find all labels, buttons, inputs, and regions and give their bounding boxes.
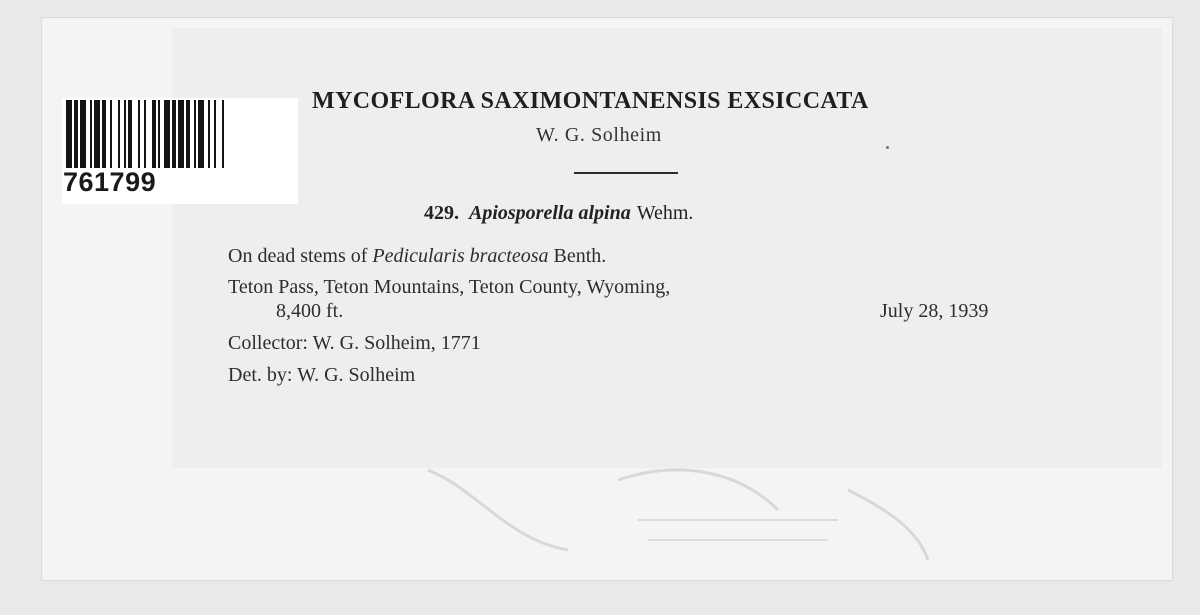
barcode-bar — [208, 100, 210, 168]
barcode-bar — [110, 100, 112, 168]
barcode-graphic — [64, 100, 296, 170]
barcode-bar — [144, 100, 146, 168]
barcode-bar — [66, 100, 72, 168]
barcode-bar — [94, 100, 100, 168]
barcode-bar — [198, 100, 204, 168]
barcode-bar — [172, 100, 176, 168]
barcode-bar — [80, 100, 86, 168]
barcode-bar — [128, 100, 132, 168]
barcode-bar — [214, 100, 216, 168]
paper-speck — [886, 146, 889, 149]
determiner-line: Det. by: W. G. Solheim — [228, 364, 416, 386]
barcode-bar — [164, 100, 170, 168]
barcode-bar — [194, 100, 196, 168]
collection-date: July 28, 1939 — [880, 300, 989, 322]
specimen-heading — [424, 202, 693, 225]
host-line — [228, 245, 606, 268]
elevation-line: 8,400 ft. — [276, 300, 344, 322]
specimen-number: 429. — [424, 202, 459, 224]
series-author: W. G. Solheim — [536, 124, 662, 146]
barcode-number: 761799 — [63, 167, 157, 197]
specimen-authority: Wehm. — [636, 202, 694, 224]
title-rule — [574, 172, 678, 174]
barcode-bar — [222, 100, 224, 168]
barcode-bar — [158, 100, 160, 168]
barcode-bar — [90, 100, 92, 168]
barcode-bar — [118, 100, 120, 168]
barcode-bar — [74, 100, 78, 168]
barcode-bar — [138, 100, 140, 168]
specimen-taxon: Apiosporella alpina — [469, 202, 631, 224]
barcode-bar — [152, 100, 156, 168]
barcode-bar — [178, 100, 184, 168]
barcode-bar — [124, 100, 126, 168]
host-authority: Benth. — [553, 245, 607, 267]
faint-stamp-mark — [418, 450, 938, 580]
barcode-bar — [186, 100, 190, 168]
barcode-bar — [102, 100, 106, 168]
locality-line: Teton Pass, Teton Mountains, Teton County, Wyoming, — [228, 276, 671, 298]
host-taxon: Pedicularis bracteosa — [372, 245, 549, 267]
series-title: MYCOFLORA SAXIMONTANENSIS EXSICCATA — [312, 88, 869, 114]
collector-line: Collector: W. G. Solheim, 1771 — [228, 332, 481, 354]
host-prefix: On dead stems of — [228, 245, 368, 267]
